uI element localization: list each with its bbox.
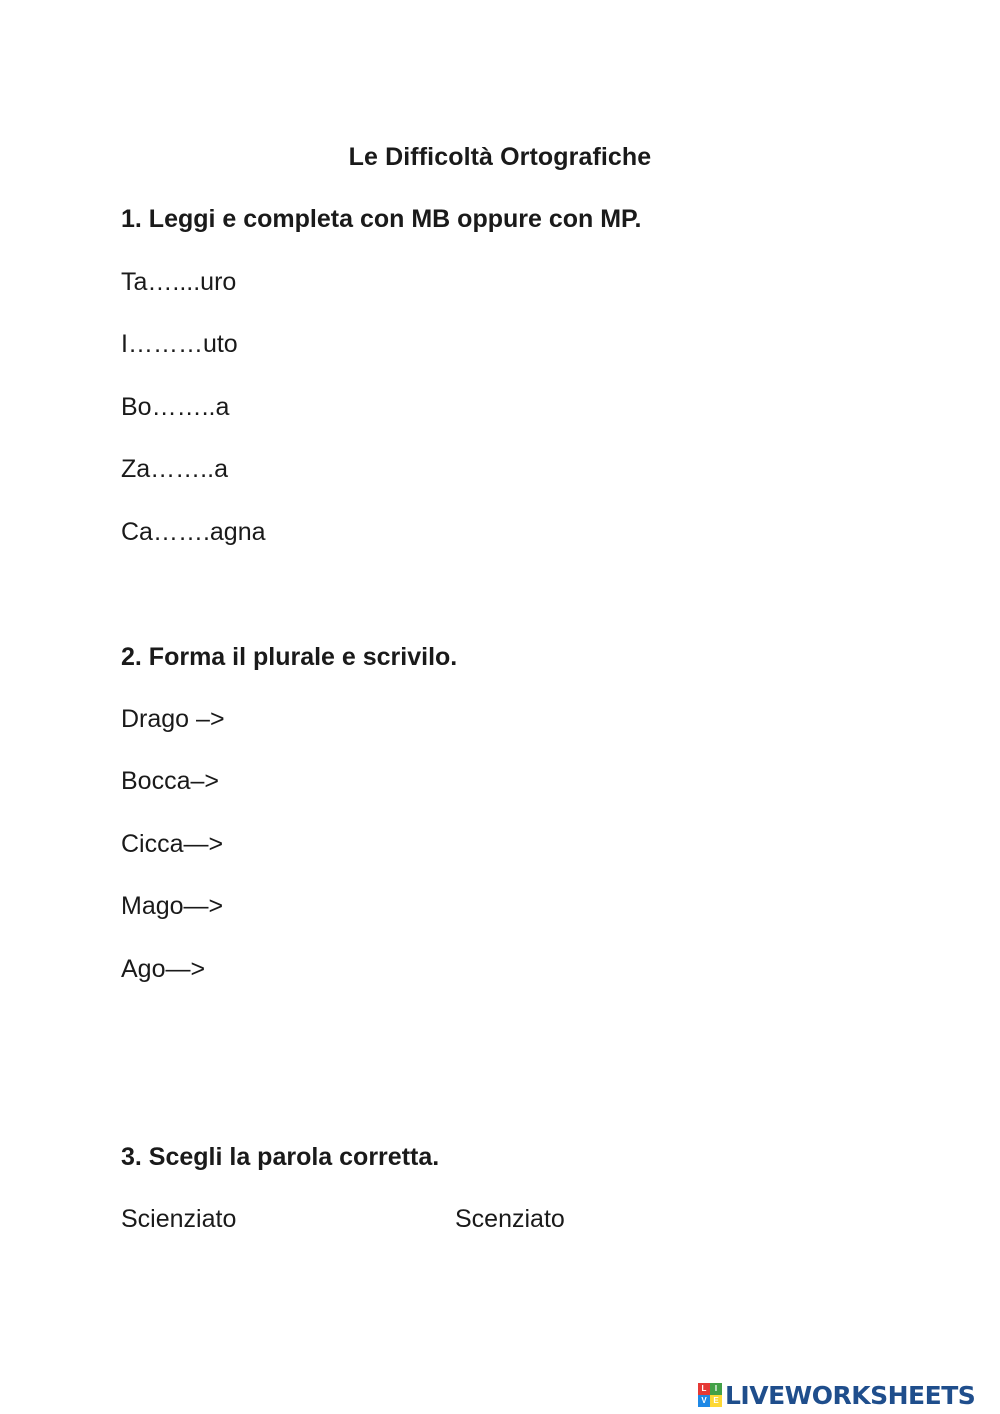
list-item: Drago –> [121, 705, 225, 733]
list-item: Bo……..a [121, 393, 230, 421]
word-option-2[interactable]: Scenziato [455, 1205, 565, 1233]
liveworksheets-logo [698, 1380, 975, 1410]
logo-icon-tile: E [710, 1395, 722, 1407]
list-item: I………uto [121, 330, 238, 358]
logo-text: LIVEWORKSHEETS [725, 1380, 976, 1410]
list-item: Mago—> [121, 892, 224, 920]
logo-icon-tile: L [698, 1383, 710, 1395]
list-item: Cicca—> [121, 830, 224, 858]
list-item: Bocca–> [121, 767, 219, 795]
logo-icon-tile: I [710, 1383, 722, 1395]
list-item: Ca…….agna [121, 518, 266, 546]
page-title: Le Difficoltà Ortografiche [348, 143, 652, 171]
section-1-heading: 1. Leggi e completa con MB oppure con MP. [121, 205, 642, 233]
liveworksheets-logo-icon [698, 1383, 722, 1407]
section-2-heading: 2. Forma il plurale e scrivilo. [121, 643, 458, 671]
word-option-1[interactable]: Scienziato [121, 1205, 237, 1233]
logo-icon-tile: V [698, 1395, 710, 1407]
list-item: Ago—> [121, 955, 206, 983]
list-item: Ta…....uro [121, 268, 237, 296]
list-item: Za……..a [121, 455, 228, 483]
section-3-heading: 3. Scegli la parola corretta. [121, 1143, 440, 1171]
